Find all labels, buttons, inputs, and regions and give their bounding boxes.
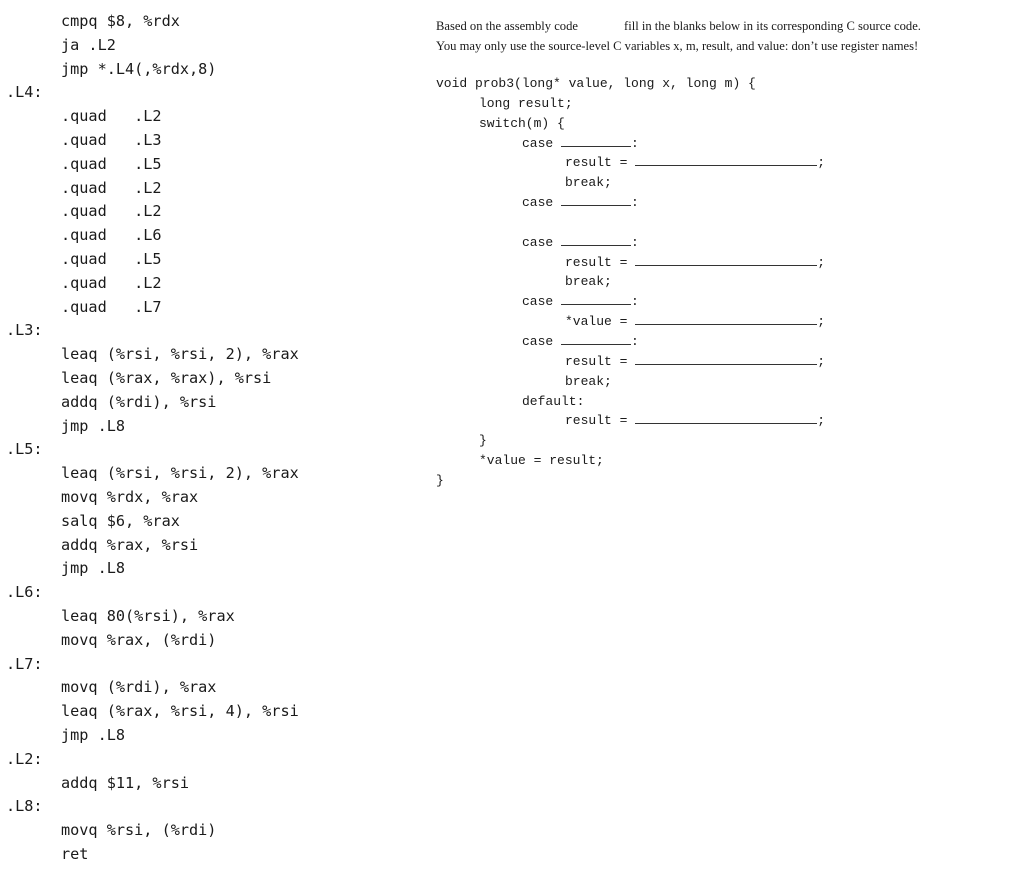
asm-line: .quad .L2 [61,202,162,221]
asm-line: leaq (%rax, %rsi, 4), %rsi [61,702,299,721]
asm-label: .L3: [6,321,43,340]
asm-line: addq $11, %rsi [61,773,190,792]
asm-line: .quad .L2 [61,107,162,126]
asm-line: jmp .L8 [61,725,126,744]
case-label-blank[interactable] [561,135,631,147]
switch-statement: switch(m) { [479,115,565,131]
asm-line: movq %rdx, %rax [61,487,199,506]
c-source-template [436,74,1016,491]
case-line: case : [522,135,639,151]
asm-label: .L8: [6,797,43,816]
asm-label: .L5: [6,440,43,459]
case-line: case : [522,234,639,250]
asm-line: ja .L2 [61,35,116,54]
case-label-blank[interactable] [561,234,631,246]
break-line: break; [565,373,612,389]
asm-label: .L4: [6,83,43,102]
case-label-blank[interactable] [561,293,631,305]
case-label-blank[interactable] [561,333,631,345]
instructions [436,16,1016,56]
asm-label: .L6: [6,583,43,602]
asm-line: .quad .L3 [61,130,162,149]
asm-line: jmp *.L4(,%rdx,8) [61,59,217,78]
asm-label: .L2: [6,749,43,768]
asm-line: jmp .L8 [61,559,126,578]
asm-line: leaq 80(%rsi), %rax [61,606,235,625]
switch-close-brace: } [479,433,487,449]
case-line: case : [522,195,639,211]
asm-line: addq %rax, %rsi [61,535,199,554]
assign-line: result = ; [565,353,826,369]
assign-line: result = ; [565,254,826,270]
empty-line [436,213,1016,233]
asm-line: leaq (%rax, %rax), %rsi [61,368,272,387]
function-signature: void prob3(long* value, long x, long m) { [436,76,756,91]
asm-line: .quad .L2 [61,273,162,292]
final-assignment: *value = result; [479,453,604,469]
case-line: case : [522,294,639,310]
case-label-blank[interactable] [561,194,631,206]
asm-line: salq $6, %rax [61,511,180,530]
assign-line: result = ; [565,155,826,171]
asm-line: .quad .L7 [61,297,162,316]
assign-line: result = ; [565,413,826,429]
default-label: default: [522,393,585,409]
asm-line: cmpq $8, %rdx [61,12,180,30]
assign-line: *value = ; [565,314,826,330]
asm-line: addq (%rdi), %rsi [61,392,217,411]
asm-line: .quad .L2 [61,178,162,197]
break-line: break; [565,274,612,290]
asm-line: movq %rsi, (%rdi) [61,821,217,840]
result-expression-blank[interactable] [635,353,817,365]
result-expression-blank[interactable] [635,412,817,424]
instruction-line-1: Based on the assembly code fill in the blanks below in its corresponding C source code. [436,19,921,33]
result-declaration: long result; [479,95,573,111]
function-close-brace: } [436,472,444,488]
value-expression-blank[interactable] [635,313,817,325]
asm-line: ret [61,844,89,863]
asm-line: .quad .L6 [61,226,162,245]
asm-line: leaq (%rsi, %rsi, 2), %rax [61,464,299,483]
asm-line: jmp .L8 [61,416,126,435]
case-line: case : [522,333,639,349]
break-line: break; [565,175,612,191]
instruction-line-2: You may only use the source-level C variables x, m, result, and value: don’t use register names! [436,39,919,53]
asm-line: .quad .L5 [61,154,162,173]
asm-line: movq (%rdi), %rax [61,678,217,697]
result-expression-blank[interactable] [635,254,817,266]
asm-line: movq %rax, (%rdi) [61,630,217,649]
assembly-listing [0,10,400,867]
asm-line: .quad .L5 [61,249,162,268]
asm-line: leaq (%rsi, %rsi, 2), %rax [61,345,299,364]
result-expression-blank[interactable] [635,154,817,166]
asm-label: .L7: [6,654,43,673]
problem-statement [436,16,1016,491]
